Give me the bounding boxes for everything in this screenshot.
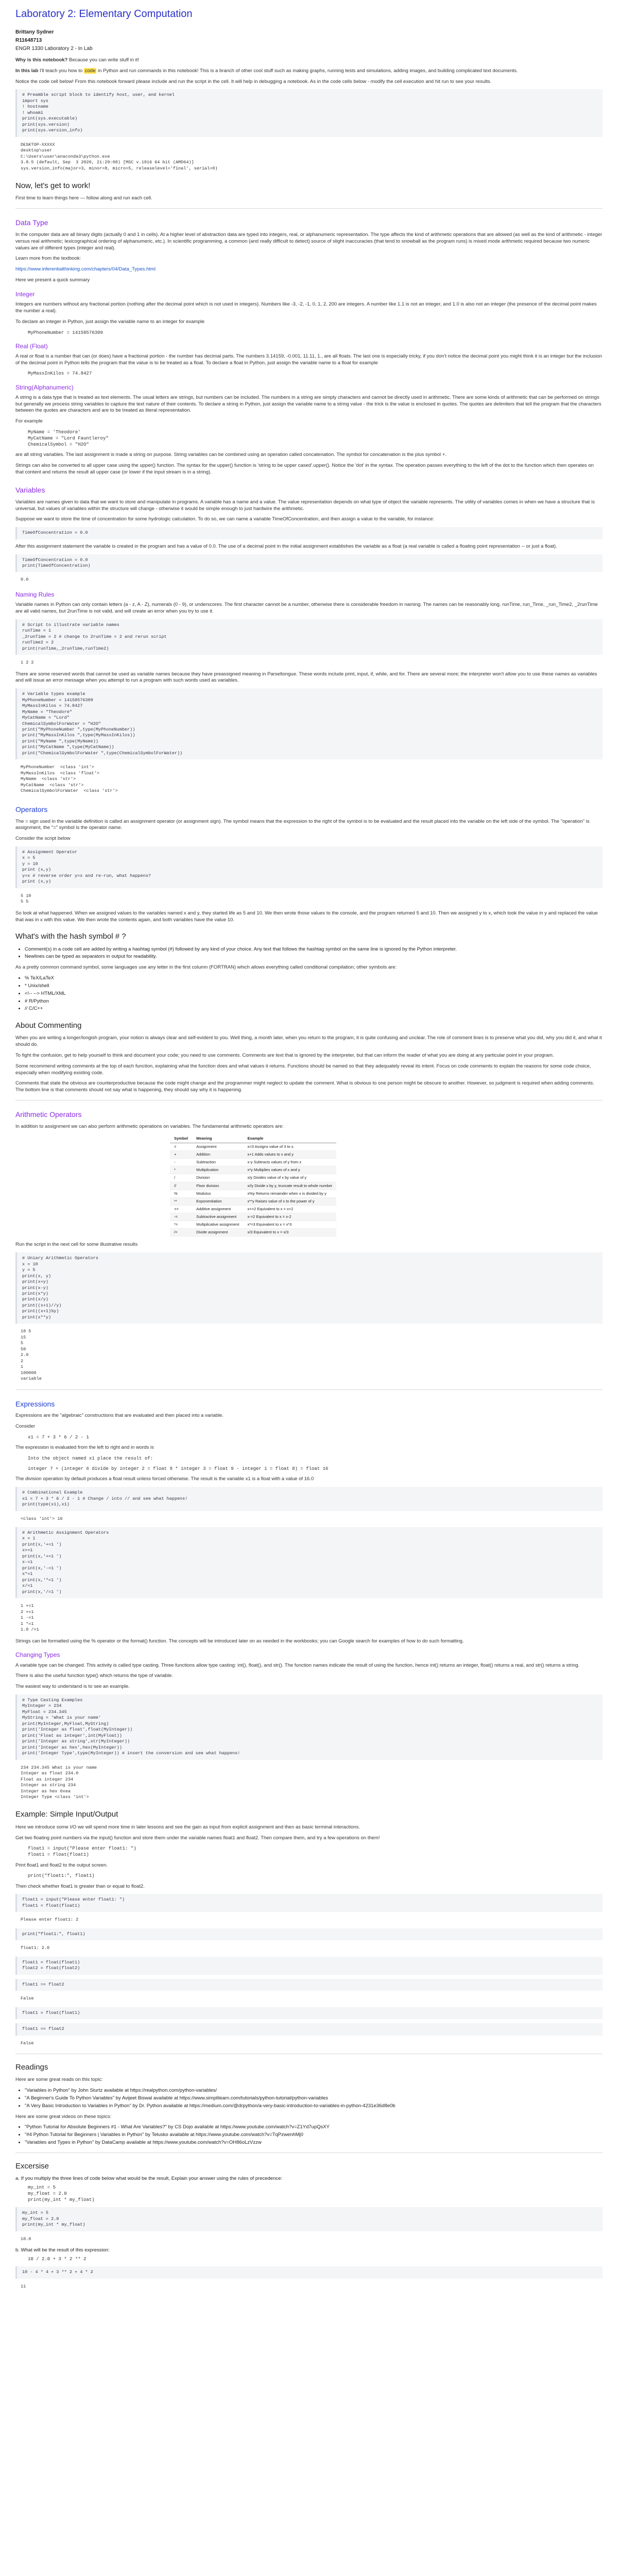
table-cell: / (170, 1174, 192, 1182)
paragraph: Expressions are the "algebraic" constructions that are evaluated and then placed into a variable. (15, 1413, 224, 1419)
video-link[interactable]: • "#4 Python Tutorial for Beginners | Variables in Python" by Telusko available at https://www.youtube.com/watch?v=TqPzwenhMj0 (25, 2132, 603, 2139)
section-heading: About Commenting (15, 1021, 82, 1030)
table-cell: x**y Raises value of x to the power of y (243, 1197, 336, 1205)
paragraph: The division operation by default produces a float result unless forced otherwise. The result is the variable x1 is a float with a value of 16.0 (15, 1476, 314, 1482)
code-output: 5 10 5 5 (21, 893, 31, 905)
code-output: float1: 2.0 (21, 1945, 50, 1951)
exercise-answer: 10 / 2.0 + 3 * 2 ** 2 (28, 2256, 87, 2262)
table-cell: = (170, 1143, 192, 1150)
intro-text-2b: in Python and run commands in this notebook! This is a branch of other cool stuff such as making graphs, running tests and simulations, adding images, and building complicated text documents. (98, 67, 518, 74)
table-cell: % (170, 1190, 192, 1197)
list-item: • // C/C++ (25, 1006, 603, 1012)
paragraph: First time to learn things here — follow along and run each cell. (15, 195, 152, 201)
intro-bold: In this lab (15, 67, 39, 74)
table-cell: + (170, 1151, 192, 1159)
paragraph: In addition to assignment we can also perform arithmetic operations on variables. The fundamental arithmetic operators are: (15, 1123, 284, 1129)
bullet-list (25, 946, 603, 961)
intro-text-2a: I'll teach you how to (39, 67, 83, 74)
code-output: 11 (21, 2283, 26, 2289)
code-cell[interactable]: # Arithmetic Assignment Operators x = 1 print(x,'+=1 ') x+=1 print(x,'+=1 ') x-=1 print(x,'-=1 ') x*=1 print(x,'*=1 ') x/=1 print(x,'/=1 ') (15, 1527, 603, 1598)
reading-link[interactable]: • "A Beginner's Guide To Python Variables" by Avijeet Biswal available at https://www.simplilearn.com/tutorials/python-tutorial/python-variables (25, 2095, 603, 2102)
section-heading: Operators (15, 805, 48, 814)
section-heading: Expressions (15, 1399, 55, 1408)
subsection-heading: Real (Float) (15, 342, 48, 350)
divider (15, 1389, 603, 1390)
paragraph: Strings can also be converted to all upper case using the upper() function. The syntax for the upper() function is 'string to be upper cased'.upper(). Notice the 'dot' in the syntax. The operation passes everything to the left of the dot to the function which then operates on that content and returns the result all upper case (or lower if the input stream is in a string). (15, 463, 594, 476)
table-cell: * (170, 1166, 192, 1174)
paragraph: The = sign used in the variable definition is called an assignment operator (or assignment sign). The symbol means that the expression to the right of the symbol is to be evaluated and the result placed into the variable on the left side of the symbol. The "operation" is assignment, the "=" symbol is the operator name. (15, 818, 590, 831)
intro-text-1: Because you can write stuff in it! (68, 57, 140, 63)
video-list (25, 2124, 603, 2146)
code-cell[interactable]: # Combinational Example x1 = 7 + 3 * 6 / 2 - 1 # Change / into // and see what happens! print(type(x1),x1) (15, 1487, 603, 1511)
code-output: 234 234.345 What is your name Integer as float 234.0 Float as integer 234 Integer as string 234 Integer as hex 0xea Integer Type <class 'int'> (21, 1765, 97, 1800)
table-row (170, 1143, 336, 1150)
exercise-answer: my_int = 5 my_float = 2.0 print(my_int * my_float) (28, 2184, 95, 2203)
table-cell: x%y Returns remainder when x is divided by y (243, 1190, 336, 1197)
code-example: MyName = 'Theodore' MyCatName = "Lord Fauntleroy" ChemicalSymbol = "H2O" (28, 430, 109, 448)
divider (15, 208, 603, 209)
code-cell[interactable]: float1 = float(float1) float2 = float(float2) (15, 1957, 603, 1975)
code-output: 1 2 2 (21, 660, 34, 666)
paragraph: So look at what happened. When we assigned values to the variables named x and y, they started life as 5 and 10. We then wrote those values to the console, and the program returned 5 and 10. Then we assigned y to x, which took the value in y and replaced the value that was in x with this value. We then wrote the contents again, and both variables have the value 10. (15, 910, 598, 923)
code-output: 1 +=1 2 +=1 1 -=1 1 *=1 1.0 /=1 (21, 1603, 39, 1633)
reading-list (25, 2088, 603, 2109)
expression-example: integer 7 + (integer 6 divide by integer 2 = float 9 * integer 3 = float 9 - integer 1 = float 8) = float 16 (28, 1466, 329, 1472)
table-cell: x*y Multiplies values of x and y (243, 1166, 336, 1174)
table-row (170, 1221, 336, 1229)
column-header: Meaning (192, 1134, 243, 1143)
course-name: ENGR 1330 Laboratory 2 - In Lab (15, 46, 93, 52)
table-cell: Subtractive assignment (192, 1213, 243, 1221)
paragraph: A real or float is a number that can (or does) have a fractional portion - the number has decimal parts. The numbers 3.14159, -0.001, 11.11, 1., are all floats. The last one is especially tricky, if you don't notice the decimal point you might think it is an integer but the inclusion of the decimal point in Python tells the program that the value is to be treated as a float. To declare a float in Python, just assign the variable name to a float for example (15, 353, 602, 366)
author-name: Brittany Sydner (15, 29, 54, 35)
table-cell: x=3 Assigns value of 3 to x. (243, 1143, 336, 1150)
table-cell: // (170, 1182, 192, 1190)
paragraph: Consider the script below (15, 836, 71, 842)
paragraph: Consider (15, 1423, 36, 1430)
column-header: Example (243, 1134, 336, 1143)
code-cell[interactable]: 10 - 4 * 4 + 3 ** 2 + 4 * 2 (15, 2266, 603, 2278)
list-item: • Newlines can be typed as separators in output for readability. (25, 954, 603, 960)
paragraph: Suppose we want to store the time of concentration for some hydrologic calculation. To do so, we can name a variable TimeOfConcentration, and then assign a value to the variable, for instance: (15, 516, 435, 522)
table-body (170, 1143, 336, 1236)
code-cell[interactable]: my_int = 5 my_float = 2.0 print(my_int * my_float) (15, 2207, 603, 2231)
section-heading: Variables (15, 485, 45, 494)
code-cell[interactable]: print("float1:", float1) (15, 1928, 603, 1940)
exercise-question: a. If you multiply the three lines of code below what would be the result, Explain your answer using the rules of precedence: (15, 2176, 283, 2181)
table-cell: -= (170, 1213, 192, 1221)
code-cell[interactable]: # Script to illustrate variable names runTime = 1 _2runTime = 2 # change to 2runTime = 2 and rerun script runTime2 = 2 print(runTime,_2runTime,runTime2) (15, 619, 603, 655)
author-id: R11648713 (15, 38, 42, 43)
table-row (170, 1205, 336, 1213)
table-header-row (170, 1134, 336, 1143)
bullet-list (25, 975, 603, 1012)
list-item: • # R/Python (25, 998, 603, 1005)
table-cell: x/y Divides value of x by value of y (243, 1174, 336, 1182)
section-heading: Now, let's get to work! (15, 181, 91, 191)
page-title: Laboratory 2: Elementary Computation (15, 8, 193, 20)
table-row (170, 1166, 336, 1174)
table-cell: ** (170, 1197, 192, 1205)
paragraph: There is also the useful function type() which returns the type of variable. (15, 1673, 173, 1679)
paragraph: Variable names in Python can only contain letters (a - z, A - Z), numerals (0 - 9), or underscores. The first character cannot be a number, otherwise there is considerable freedom in naming. The names can be reasonably long. runTime, run_Time, _run_Time2, _2runTime are all valid names, but 2runTime is not valid, and will create an error when you try to use it. (15, 602, 598, 614)
code-cell[interactable]: # Variable types example MyPhoneNumber = 14158576309 MyMassInKilos = 74.8427 MyName = "Theodore" MyCatName = "Lord" ChemicalSymbolForWater = "H2O" print("MyPhoneNumber ",type(MyPhoneNumber)) print("MyMassInKilos ",type(MyMassInKilos)) print("MyName ",type(MyName)) print("MyCatName ",type(MyCatName)) print("ChemicalSymbolForWater ",type(ChemicalSymbolForWater)) (15, 688, 603, 759)
paragraph: Get two floating point numbers via the input() function and store them under the variable names float1 and float2. Then compare them, and try a few operations on them! (15, 1835, 380, 1841)
table-cell: x/3 Equivalent to x = x/3 (243, 1229, 336, 1236)
paragraph: Comments that state the obvious are counterproductive because the code might change and the programmer might neglect to update the comment. What is obvious to one person might be obscure to another. However, so judgment is required when adding comments. The bottom line is that comments should not say what is happening, they should say why it is happening. (15, 1080, 594, 1093)
table-row (170, 1182, 336, 1190)
code-cell[interactable]: # Uniary Arithmetic Operators x = 10 y = 5 print(x, y) print(x+y) print(x-y) print(x*y) print(x/y) print((x+1)//y) print((x+1)%y) print(x**y) (15, 1252, 603, 1324)
code-output: MyPhoneNumber <class 'int'> MyMassInKilos <class 'float'> MyName <class 'str'> MyCatName <class 'str'> ChemicalSymbolForWater <class 'str'> (21, 765, 118, 794)
code-cell[interactable]: TimeOfConcentration = 0.0 (15, 527, 603, 539)
paragraph: Here are some great reads on this topic: (15, 2077, 103, 2083)
intro-heading: Why is this notebook? (15, 57, 68, 63)
intro-paragraph-2 (15, 68, 603, 75)
table-cell: Modulus (192, 1190, 243, 1197)
paragraph: To declare an integer in Python, just assign the variable name to an integer for example (15, 318, 205, 325)
list-item: • <!-- --> HTML/XML (25, 991, 603, 997)
table-cell: Addition (192, 1151, 243, 1159)
subsection-heading: Integer (15, 290, 35, 298)
paragraph: Strings can be formatted using the % operator or the format() function. The concepts will be introduced later on as needed in the workbooks; you can Google search for examples of how to do such formatting. (15, 1638, 464, 1644)
paragraph: are all string variables. The last assignment is made a string on purpose. String variables can be combined using an operation called concatenation. The symbol for concatenation is the plus symbol +. (15, 452, 447, 458)
paragraph: The easiest way to understand is to see an example. (15, 1684, 130, 1690)
paragraph: Variables are names given to data that we want to store and manipulate in programs. A variable has a name and a value. The value representation depends on what type of object the variable represents. The utility of variables comes in when we have a structure that is universal, but values of variables within the structure will change - otherwise it would be simple enough to just hardwire the arithmetic. (15, 499, 595, 512)
table-cell: Assignment (192, 1143, 243, 1150)
paragraph: When you are writing a longer/longish program, your notion is always clear and self-evident to you. Well thing, a month later, when you return to the program, it is quite confusing and unclear. The role of comment lines is to preserve what you did, why you did it, and what it should do. (15, 1035, 602, 1048)
paragraph: Some recommend writing comments at the top of each function, explaining what the function does and what values it returns. Functions should be named so that they adequately reveal its intent. Focus on code comments to explain the reasons for some code choice, especially when modifying existing code. (15, 1063, 591, 1076)
reading-link[interactable]: • "Variables in Python" by John Sturtz available at https://realpython.com/python-variables/ (25, 2088, 603, 2094)
video-link[interactable]: • "Variables and Types in Python" by DataCamp available at https://www.youtube.com/watch?v=OH86oLzVzzw (25, 2140, 603, 2146)
code-example: MyPhoneNumber = 14158576309 (28, 330, 103, 335)
section-heading: What's with the hash symbol # ? (15, 932, 126, 941)
table-row (170, 1229, 336, 1236)
table-cell: Multiplication (192, 1166, 243, 1174)
paragraph: After this assignment statement the variable is created in the program and has a value of 0.0. The use of a decimal point in the initial assignment establishes the variable as a float (a real variable is called a floating point representation -- or just a float). (15, 543, 557, 549)
section-heading: Data Type (15, 218, 48, 227)
code-example: float1 = input("Please enter float1: ") float1 = float(float1) (28, 1846, 136, 1858)
table-cell: x//y Divide x by y, truncate result to whole number (243, 1182, 336, 1190)
code-cell[interactable]: float1 == float2 (15, 2023, 603, 2035)
paragraph: Then check whether float1 is greater than or equal to float2. (15, 1883, 145, 1889)
code-cell[interactable]: # Type Casting Examples MyInteger = 234 MyFloat = 234.345 MyString = 'What is your name' print(MyInteger,MyFloat,MyString) print('Integer as float',float(MyInteger)) print('Float as integer',int(MyFloat)) print('Integer as string',str(MyInteger)) print('Integer as hex',hex(MyInteger)) print('Integer Type',type(MyInteger)) # insert the conversion and see what happens! (15, 1694, 603, 1760)
exercise-question: b. What will be the result of this expression: (15, 2247, 110, 2253)
reading-link[interactable]: • "A Very Basic Introduction to Variables in Python" by Dr. Python available at https://medium.com/@drpython/a-very-basic-introduction-to-variables-in-python-4231e36d8e0b (25, 2103, 603, 2110)
code-output: <class 'int'> 16 (21, 1516, 63, 1521)
code-cell[interactable]: float1 = float(float1) (15, 2007, 603, 2019)
paragraph: A variable type can be changed. This activity is called type casting. Three functions allow type casting: int(), float(), and str(). The function names indicate the result of using the function, hence int() returns an integer, float() returns a real, and str() returns a string. (15, 1662, 580, 1668)
code-output: 0.0 (21, 577, 29, 583)
paragraph: Print float1 and float2 to the output screen. (15, 1862, 108, 1868)
expression-example: x1 = 7 + 3 * 6 / 2 - 1 (28, 1435, 89, 1440)
section-heading: Example: Simple Input/Output (15, 1810, 118, 1819)
table-cell: x-y Subtracts values of y from x (243, 1159, 336, 1166)
code-output: False (21, 2040, 34, 2046)
paragraph: Here we present a quick summary (15, 277, 90, 283)
code-output: DESKTOP-XXXXX desktop\user C:\Users\user\anaconda3\python.exe 3.8.5 (default, Sep 3 2020, 21:29:08) [MSC v.1916 64 bit (AMD64)] sys.version_info(major=3, minor=8, micro=5, releaselevel='final', serial=0) (21, 142, 218, 171)
code-example: print("float1:", float1) (28, 1873, 95, 1879)
code-output: Please enter float1: 2 (21, 1917, 79, 1923)
code-output: False (21, 1996, 34, 2002)
table-row (170, 1159, 336, 1166)
table-row (170, 1151, 336, 1159)
table-cell: Multiplicative assignment (192, 1221, 243, 1229)
code-cell[interactable]: # Assignment Operator x = 5 y = 10 print (x,y) y=x # reverse order y=x and re-run, what happens? print (x,y) (15, 846, 603, 888)
table-cell: += (170, 1205, 192, 1213)
paragraph: To fight the confusion, get to help yourself to think and document your code; you need to use comments. Comments are text that is ignored by the interpreter, but that can inform the reader of what you are doing at any particular point in your program. (15, 1053, 554, 1058)
textbook-link[interactable]: https://www.inferentialthinking.com/chapters/04/Data_Types.html (15, 266, 156, 273)
section-heading: Excersise (15, 2161, 49, 2171)
table-cell: x*=3 Equivalent to x = x*3 (243, 1221, 336, 1229)
paragraph: In the computer data are all binary digits (actually 0 and 1 in cells). At a higher level of abstraction data are typed into integers, real, or alphanumeric representation. The type affects the kind of arithmetic operations that are allowed (as well as the kind of arithmetic - integer versus real arithmetic; lexicographical ordering of alphanumeric, etc.). In scientific programming, a common (and really difficult to detect) source of slight inaccuracies (that tend to snowball as the program runs) is mixed mode arithmetic required because two numeric values are of different types (integer and real). (15, 232, 603, 251)
section-heading: Arithmetic Operators (15, 1110, 82, 1119)
subsection-heading: Naming Rules (15, 590, 55, 598)
paragraph: As a pretty common command symbol, some languages use any letter in the first column (FORTRAN) which allows everything called conditional compilation; other symbols are: (15, 964, 397, 971)
code-cell[interactable]: # Preamble script block to identify host, user, and kernel import sys ! hostname ! whoami print(sys.executable) print(sys.version) print(sys.version_info) (15, 89, 603, 137)
expression-example: Into the object named x1 place the result of: (28, 1456, 153, 1462)
code-example: MyMassInKilos = 74.8427 (28, 371, 92, 377)
table-row (170, 1190, 336, 1197)
video-link[interactable]: • "Python Tutorial for Absolute Beginners #1 - What Are Variables?" by CS Dojo available at https://www.youtube.com/watch?v=Z1Yd7upQsXY (25, 2124, 603, 2131)
table-cell: /= (170, 1229, 192, 1236)
paragraph: Run the script in the next cell for some illustrative results (15, 1242, 138, 1248)
operators-table (170, 1134, 336, 1237)
paragraph: The expression is evaluated from the left to right and in words is (15, 1445, 154, 1451)
code-cell[interactable]: TimeOfConcentration = 0.0 print(TimeOfConcentration) (15, 554, 603, 572)
paragraph: Here we introduce some I/O we will spend more time in later lessons and see the gain as input from explicit assignment and then as basic terminal interactions. (15, 1824, 360, 1830)
table-row (170, 1174, 336, 1182)
table-row (170, 1197, 336, 1205)
section-heading: Readings (15, 2063, 48, 2072)
code-cell[interactable]: float1 = input("Please enter float1: ") float1 = float(float1) (15, 1894, 603, 1912)
list-item: • Comment(s) in a code cell are added by writing a hashtag symbol (#) followed by any kind of your choice. Any text that follows the hashtag symbol on the same line is ignored by the Python interpreter. (25, 946, 603, 953)
paragraph: Integers are numbers without any fractional portion (nothing after the decimal point which is not used in integers). Numbers like -3, -2, -1, 0, 1, 2, 200 are integers. A number like 1.1 is not an integer, and 1.0 is also not an integer (the presence of the decimal point makes the number a real). (15, 301, 597, 314)
intro-paragraph-1 (15, 57, 603, 64)
table-cell: Floor division (192, 1182, 243, 1190)
table-cell: Divide assignment (192, 1229, 243, 1236)
table-cell: Division (192, 1174, 243, 1182)
table-row (170, 1213, 336, 1221)
author-meta (15, 28, 603, 53)
table-cell: x+1 Adds values to x and y (243, 1151, 336, 1159)
column-header: Symbol (170, 1134, 192, 1143)
code-output: 10.0 (21, 2236, 31, 2242)
table-cell: x+=2 Equivalent to x = x+2 (243, 1205, 336, 1213)
code-cell[interactable]: float1 >= float2 (15, 1979, 603, 1991)
document (15, 7, 603, 2295)
table-cell: - (170, 1159, 192, 1166)
paragraph: For example (15, 418, 43, 425)
paragraph: Here are some great videos on these topics: (15, 2113, 112, 2120)
table-cell: x-=2 Equivalent to x = x-2 (243, 1213, 336, 1221)
subsection-heading: String(Alphanumeric) (15, 383, 74, 391)
code-output: 10 5 15 5 50 2.0 2 1 100000 variable (21, 1329, 42, 1382)
table-cell: Exponentiation (192, 1197, 243, 1205)
table-cell: Subtraction (192, 1159, 243, 1166)
highlighted-word: code (84, 67, 96, 74)
list-item: • % TeX/LaTeX (25, 975, 603, 982)
intro-paragraph-3: Notice the code cell below! From this notebook forward please include and run the script in the cell. It will help in debugging a notebook. As in the code cells below - modify the cell execution and hit run to see your results. (15, 78, 492, 84)
table-cell: Additive assignment (192, 1205, 243, 1213)
list-item: • * Unix/shell (25, 983, 603, 990)
table-cell: *= (170, 1221, 192, 1229)
paragraph: A string is a data type that is treated as text elements. The usual letters are strings, but numbers can be included. The numbers in a string are simply characters and cannot be directly used in arithmetic. There are some kinds of arithmetic that can be performed on strings but generally we process string variables to capture the text nature of their contents. To declare a string in Python, just assign the variable name to a string value - the trick is the value is enclosed in quotes. The quotes are delimiters that tell the program that the characters between the quotes are characters and are to be treated as literal representation. (15, 394, 602, 414)
subsection-heading: Changing Types (15, 1651, 60, 1659)
paragraph: There are some reserved words that cannot be used as variable names because they have preassigned meaning in Parseltongue. These words include print, input, if, while, and for. There are several more; the interpreter won't allow you to use these names as variables and will issue an error message when you attempt to run a program with such words used as variables. (15, 671, 597, 684)
paragraph: Learn more from the textbook: (15, 256, 81, 262)
